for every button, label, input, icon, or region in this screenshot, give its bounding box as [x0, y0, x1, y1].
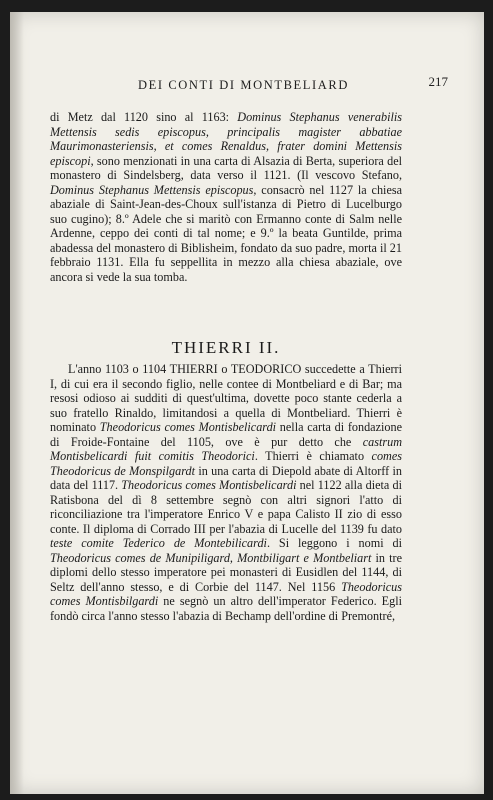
text-run: , sono menzionati in una carta di Alsazia di Berta, superiora del monastero di Sindelsberg, data verso il 1121. (Il vescovo Stefano,	[50, 153, 402, 182]
text-run: nel 1122 alla dieta di Ratisbona del dì 8 settembre segnò con altri signori l'atto di riconciliazione tra l'imperatore Enrico V e papa Calisto II zio di esso conte. Il diploma di Corrado III per l'abazia di Lucelle del 1139 fu dato	[50, 478, 402, 536]
text-run: 1163	[201, 110, 226, 124]
latin-quote: teste comite Tederico de Montebilicardi	[50, 536, 267, 550]
text-run: nella carta di fondazione di Froide-Fontaine del 1105, ove è pur detto che	[50, 420, 402, 449]
text-block-top	[50, 110, 402, 284]
page-gutter-shadow	[10, 12, 24, 794]
text-run: ne segnò un altro dell'imperator Federico. Egli fondò circa l'anno stesso l'abazia di Bechamp dell'ordine di Premontré,	[50, 594, 402, 623]
text-block-bottom	[50, 362, 402, 623]
text-run: . Si leggono i nomi di	[266, 536, 403, 550]
running-title: DEI CONTI DI MONTBELIARD	[138, 78, 349, 92]
latin-quote: Theodoricus comes Montisbelicardi	[121, 478, 297, 492]
text-run: in una carta di Diepold abate di Altorff in data del 1117.	[50, 463, 402, 492]
text-run: :	[225, 110, 238, 124]
latin-quote: Dominus Stephanus Mettensis episcopus	[50, 182, 254, 197]
text-run: di Metz dal	[50, 110, 125, 124]
text-run: in tre diplomi dello stesso imperatore pei monasteri di Eusidlen del 1144, di Seltz dell'anno stesso, e di Corbie del 1147. Nel 1156	[50, 550, 403, 594]
latin-quote: Dominus Stephanus venerabilis Mettensis sedis episcopus, principalis magister abbatiae Maurimonasteriensis, et comes Renaldus, frater domini Mettensis episcopi	[50, 110, 402, 168]
text-run: . Thierri è chiamato	[254, 449, 372, 463]
latin-quote: Theodoricus comes Montisbilgardi	[50, 579, 402, 608]
page-number: 217	[428, 74, 448, 89]
latin-quote: Theodoricus comes de Munipiligard, Montbiligart e Montbeliart	[50, 550, 372, 565]
paragraph-continuation	[50, 110, 402, 284]
text-run: , consacrò nel 1127 la chiesa abaziale di Saint-Jean-des-Choux sull'istanza di Pietro di Lucelburgo suo cugino); 8.º Adele che si maritò con Ermanno conte di Salm nelle Ardenne, ceppo dei conti di tal nome; e 9.º la beata Guntilde, prima abadessa del monastero di Biblisheim, fondato da suo padre, morta il 21 febbraio 1131. Ella fu seppellita in mezzo alla chiesa abaziale, ove ancora si vede la sua tomba.	[50, 182, 403, 284]
paragraph-thierri-ii	[50, 362, 402, 623]
book-page	[10, 12, 484, 794]
text-run: 1120	[124, 110, 148, 124]
latin-quote: castrum Montisbelicardi fuit comitis Theodorici	[50, 434, 402, 463]
text-run: L'anno 1103 o 1104 THIERRI o TEODORICO succedette a Thierri I, di cui era il secondo figlio, nelle contee di Montbeliard e di Bar; ma resosi odioso ai sudditi di quest'ultima, dovette poco stante cederla a suo fratello Rinaldo, limitandosi a quella di Montbeliard. Thierri è nominato	[50, 362, 402, 434]
text-run: sino al	[147, 110, 202, 124]
latin-quote: comes Theodoricus de Monspilgardt	[50, 449, 402, 478]
page-header	[60, 74, 454, 94]
latin-quote: Theodoricus comes Montisbelicardi	[99, 420, 277, 434]
section-heading: THIERRI II.	[171, 338, 281, 357]
